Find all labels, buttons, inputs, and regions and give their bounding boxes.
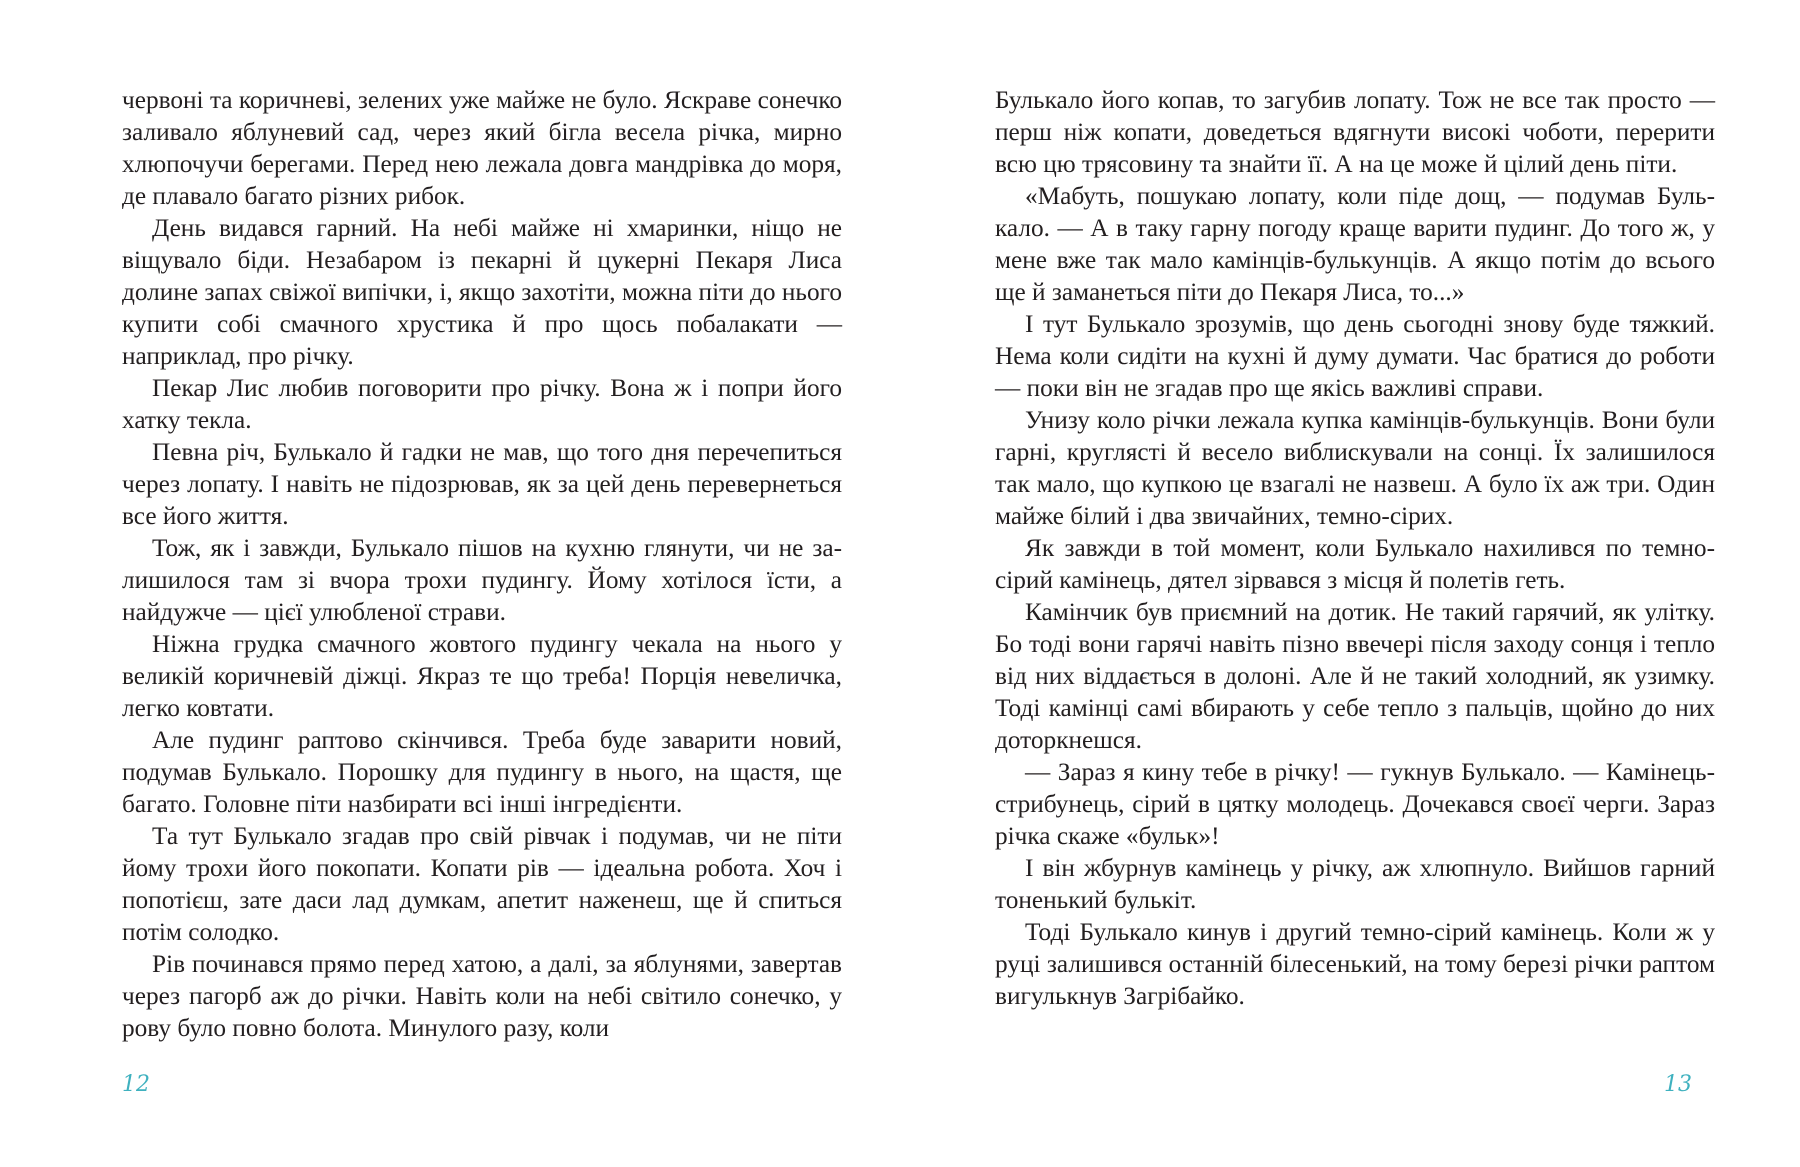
left-paragraph-2: День видався гарний. На небі майже ні хмаринки, ніщо не віщувало біди. Незабаром із пекарні й цукерні Пекаря Лиса долине запах свіжої випічки, і, якщо захотіти, можна піти до нього купити собі смачного хрустика й про щось побалакати — наприклад, про річку.	[122, 214, 842, 370]
right-paragraph-5: Як завжди в той момент, коли Булькало нахилився по темно-сірий камінець, дятел зірвався з місця й полетів геть.	[995, 534, 1715, 594]
page-number-right: 13	[1664, 1072, 1692, 1097]
right-page	[995, 84, 1715, 1012]
right-paragraph-4: Унизу коло річки лежала купка камінців-булькунців. Вони були гарні, круглясті й весело виблискували на сонці. Їх залишилося так мало, що купкою це взагалі не назвеш. А було їх аж три. Один майже білий і два звичайних, темно-сірих.	[995, 406, 1715, 530]
left-paragraph-9: Рів починався прямо перед хатою, а далі, за яблунями, завертав через пагорб аж до річки. Навіть коли на небі світило сонечко, у рову було повно болота. Минулого разу, коли	[122, 950, 842, 1042]
left-paragraph-8: Та тут Булькало згадав про свій рівчак і подумав, чи не піти йому трохи його покопати. Копати рів — ідеальна робота. Хоч і попотієш, зате даси лад думкам, апетит наженеш, ще й спиться потім солодко.	[122, 822, 842, 946]
right-paragraph-8: І він жбурнув камінець у річку, аж хлюпнуло. Вийшов гарний тоненький булькіт.	[995, 854, 1715, 914]
left-page	[122, 84, 842, 1044]
left-paragraph-1: червоні та коричневі, зелених уже майже не було. Яскраве сонечко заливало яблуневий сад, через який бігла весела річка, мирно хлюпочучи берегами. Перед нею лежала довга мандрівка до моря, де плавало багато різних рибок.	[122, 86, 842, 210]
right-paragraph-2: «Мабуть, пошукаю лопату, коли піде дощ, — подумав Булькало. — А в таку гарну погоду краще варити пудинг. До того ж, у мене вже так мало камінців-булькунців. А якщо потім до всього ще й заманеться піти до Пекаря Лиса, то...»	[995, 182, 1715, 306]
left-paragraph-5: Тож, як і завжди, Булькало пішов на кухню глянути, чи не залишилося там зі вчора трохи пудингу. Йому хотілося їсти, а найдужче — цієї улюбленої страви.	[122, 534, 842, 626]
right-paragraph-3: І тут Булькало зрозумів, що день сьогодні знову буде тяжкий. Нема коли сидіти на кухні й думу думати. Час братися до роботи — поки він не згадав про ще якісь важливі справи.	[995, 310, 1715, 402]
right-paragraph-1: Булькало його копав, то загубив лопату. Тож не все так просто — перш ніж копати, доведеться вдягнути високі чоботи, перерити всю цю трясовину та знайти її. А на це може й цілий день піти.	[995, 86, 1715, 178]
right-paragraph-6: Камінчик був приємний на дотик. Не такий гарячий, як улітку. Бо тоді вони гарячі навіть пізно ввечері після заходу сонця і тепло від них віддається в долоні. Але й не такий холодний, як узимку. Тоді камінці самі вбирають у себе тепло з пальців, щойно до них доторкнешся.	[995, 598, 1715, 754]
right-paragraph-7: — Зараз я кину тебе в річку! — гукнув Булькало. — Камінець-стрибунець, сірий в цятку молодець. Дочекався своєї черги. Зараз річка скаже «бульк»!	[995, 758, 1715, 850]
left-paragraph-6: Ніжна грудка смачного жовтого пудингу чекала на нього у великій коричневій діжці. Якраз те що треба! Порція невеличка, легко ковтати.	[122, 630, 842, 722]
page-number-left: 12	[122, 1072, 150, 1097]
left-paragraph-7: Але пудинг раптово скінчився. Треба буде заварити новий, подумав Булькало. Порошку для пудингу в нього, на щастя, ще багато. Головне піти назбирати всі інші інгредієнти.	[122, 726, 842, 818]
right-paragraph-9: Тоді Булькало кинув і другий темно-сірий камінець. Коли ж у руці залишився останній білесенький, на тому березі річки раптом вигулькнув Загрібайко.	[995, 918, 1715, 1010]
left-paragraph-4: Певна річ, Булькало й гадки не мав, що того дня перечепиться через лопату. І навіть не підозрював, як за цей день перевернеться все його життя.	[122, 438, 842, 530]
left-paragraph-3: Пекар Лис любив поговорити про річку. Вона ж і попри його хатку текла.	[122, 374, 842, 434]
